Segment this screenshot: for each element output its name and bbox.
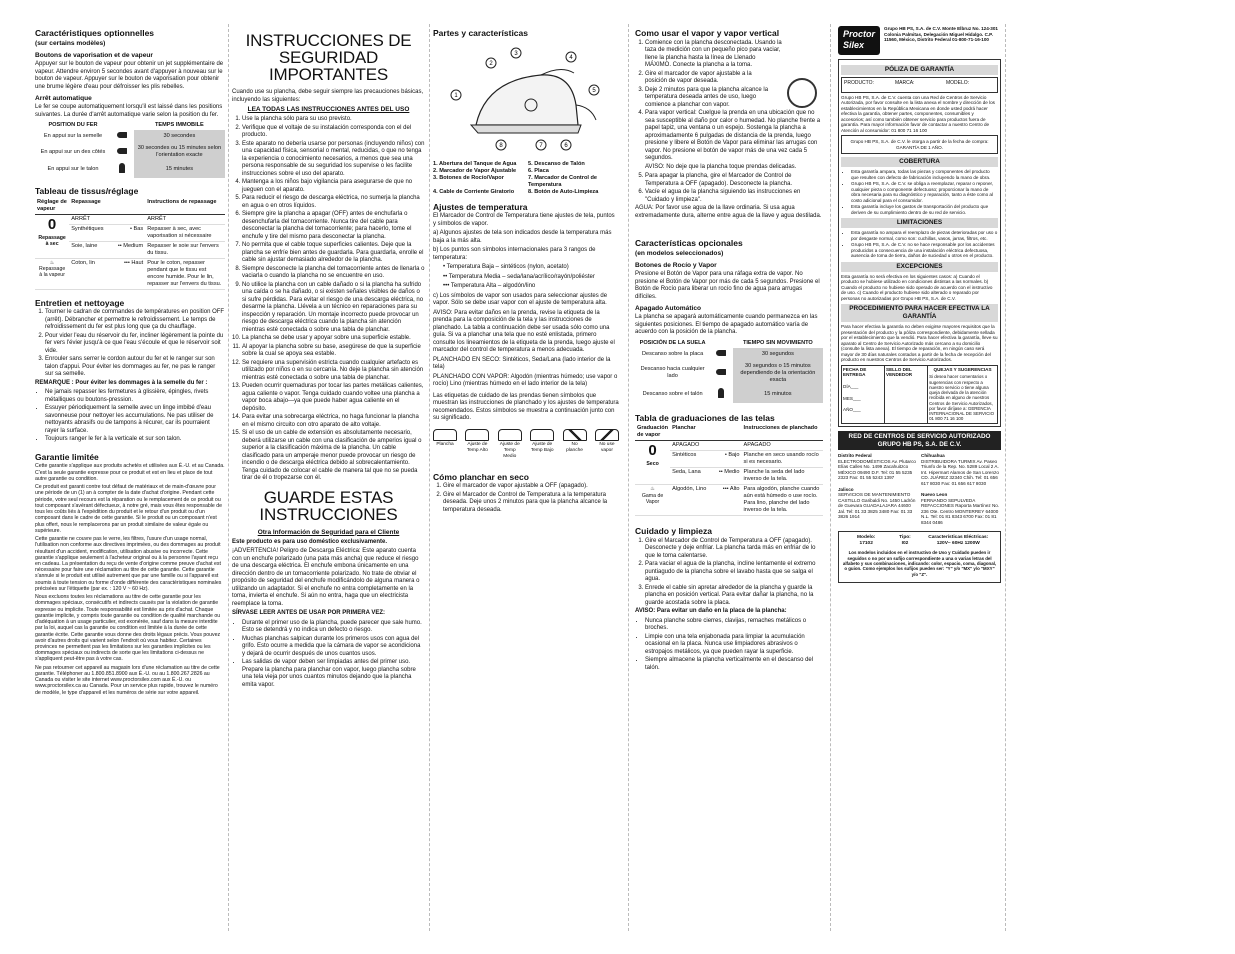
list-item: 15. Si el uso de un cable de extensión es absolutamente necesario, deberá utilizarse un cable con una clasificación de amperios igual o superior a la clasificación máxima de la plancha. Un cable clasificado para un amperaje menor puede provocar un riesgo de incendio o de descarga eléctrica debido al sobrecalentamiento. Tenga cuidado de colocar el cable de manera tal que no se pueda tirar de él o tropezarse con él.: [242, 430, 425, 483]
fabric-table: [35, 198, 225, 290]
iron-side-icon: [117, 148, 127, 154]
limits-title: LIMITACIONES: [841, 218, 998, 228]
safety-intro: Cuando use su plancha, debe seguir siempre las precauciones básicas, incluyendo las siguientes:: [232, 89, 424, 103]
auto-off-table: [35, 121, 225, 178]
callout-label: 1: [454, 92, 458, 99]
fabric-row: Seda, Lana: [672, 469, 701, 476]
list-item: 2. Para vaciar el agua de la plancha, incline lentamente el extremo puntiagudo de la plancha sobre el lavabo hasta que se salga el agua.: [645, 561, 823, 584]
dry-title: Cómo planchar en seco: [433, 471, 529, 482]
list-item: 13. Pueden ocurrir quemaduras por tocar las partes metálicas calientes, agua caliente o vapor. Tenga cuidado cuando voltee una plancha a vapor boca abajo—ya que puede haber agua caliente en el depósito.: [242, 383, 425, 413]
safety-list: [232, 116, 425, 483]
other-title: Otra Información de Seguridad para el Cliente: [257, 528, 400, 536]
column-steam: [635, 26, 823, 931]
steam-line: PLANCHADO CON VAPOR: Algodón (mientras húmedo; use vapor o rocío) Lino (mientras húmedo en el lado interior de la tela): [433, 373, 618, 388]
center-text: FERNANDO SEPULVEDA REFACCIONES Raporta Martínez No. 236 Ote. Centro MONTERREY 64000 N.L. Tel: 01 81 8343 6700 Fax: 01 81 8344 0486: [921, 497, 1000, 525]
temp-row-value: 15 minutes: [134, 161, 225, 178]
before-title: SÍRVASE LEER ANTES DE USAR POR PRIMERA VEZ:: [232, 610, 386, 617]
care-symbols: [433, 429, 619, 460]
center-region: Distrito Federal: [838, 453, 872, 459]
model-label: MODELO:: [946, 79, 970, 86]
opt-title: Características opcionales: [635, 238, 743, 249]
fabric-header: Planchar: [670, 424, 741, 440]
column-safety: [232, 26, 425, 931]
spec-header: Características Eléctricas:: [928, 535, 989, 541]
care-symbol-label: Ajuste de Temp Medio: [499, 441, 520, 459]
fabric-level: ••• Haut: [123, 259, 144, 266]
auto-off-title: Arrêt automatique: [35, 95, 92, 103]
dry-line: PLANCHADO EN SECO: Sintéticos, Seda/Lana (lado interior de la tela): [433, 356, 611, 371]
care-warning: AVISO: Para evitar un daño en la placa de la plancha:: [635, 608, 787, 615]
handle: [541, 69, 574, 75]
proc-text: Para hacer efectiva la garantía no deben exigirse mayores requisitos que la presentación del producto y la póliza correspondiente, debidamente sellada por el establecimiento que la vendió. Para hacer efectiva la garantía, lleve su aparato al Centro de Servicio Autorizado más cercano a su domicilio (consulte la lista anexa). El tiempo de reparación, en ningún caso será mayor de 30 días naturales contados a partir de la fecha de recepción del producto en nuestros Centros de Servicio Autorizados.: [841, 324, 998, 362]
fabric-row: Sintéticos: [672, 452, 697, 459]
center-text: SERVICIOS DE MANTENIMIENTO CASTILLO Garibaldi No. 1450 Ladrón de Guevara GUADALAJARA 44600 Jal. Tel: 01 33 3825 3480 Fax: 01 33 3826 1914: [838, 492, 916, 520]
list-item: • Essuyer périodiquement la semelle avec un linge imbibé d'eau savonneuse pour nettoyer les accumulations. Ne pas utiliser de nettoyants abrasifs ou de tampons à récurer, car ils pourraient rayer la surface.: [45, 405, 225, 435]
auto-text: La plancha se apagará automáticamente cuando permanezca en las siguientes posiciones. El tiempo de apagado automático varía de acuerdo con la posición de la plancha.: [635, 314, 818, 336]
temp-text: c) Los símbolos de vapor son usados para seleccionar ajustes de vapor. Sólo se debe usar vapor con el ajuste de temperatura alta.: [433, 292, 608, 307]
care-list-es: [635, 538, 823, 608]
list-item: • Esta garantía incluye los gastos de transportación del producto que deriven de su cumplimiento dentro de su red de servicio.: [851, 204, 998, 215]
list-item: 1. Tourner le cadran de commandes de températures en position OFF (arrêt). Débrancher et permettre le refroidissement. Le temps de refroidissement du fer est plus long que ça du chauffage.: [45, 309, 225, 332]
fabric-header: Instrucciones de planchado: [742, 424, 823, 440]
before-list: [232, 620, 425, 690]
product-label: PRODUCTO:: [844, 79, 874, 86]
list-item: • Limpie con una tela enjabonada para limpiar la acumulación ocasional en la placa. Nunca use limpiadores abrasivos o estropajos metálicos, ya que pueden rayar la superficie.: [645, 634, 823, 657]
center-region: Chihuahua: [921, 453, 945, 459]
fabric-side-steam: Repassage à la vapeur: [38, 266, 66, 279]
fabric-title: Tableau de tissus/réglage: [35, 186, 139, 197]
callout-label: 7: [539, 142, 543, 149]
care-symbol-label: No use vapor: [599, 441, 615, 453]
care-list: [35, 309, 225, 379]
limits-list: [841, 230, 998, 259]
seal-label: SELLO DEL VENDEDOR: [885, 366, 928, 423]
care-symbol-label: Plancha: [436, 441, 454, 447]
date-label: FECHA DE ENTREGA: [843, 366, 867, 378]
fabric-side-dry: Seco: [646, 461, 659, 468]
brand-logo: Proctor Silex: [838, 26, 880, 55]
list-item: 6. Vacíe el agua de la plancha siguiendo las instrucciones en "Cuidado y limpieza".: [645, 189, 823, 204]
iron-low-icon: [530, 429, 554, 441]
read-all: LEA TODAS LAS INSTRUCCIONES ANTES DEL USO: [247, 106, 410, 113]
iron-medium-icon: [498, 429, 522, 441]
list-item: 12. Se requiere una supervisión estricta cuando cualquier artefacto es utilizado por niños o en su cercanía. No deje la plancha sin atención mientras esté conectada o sobre una tabla de planchar.: [242, 360, 425, 383]
list-item: 9. No utilice la plancha con un cable dañado o si la plancha ha sufrido una caída o se ha dañado, o si existen señales visibles de daños o si sufre pérdidas. Para evitar el riesgo de una descarga eléctrica, no desarme la plancha. Llévela a un técnico en reparaciones para su inspección y reparación. Un montaje incorrecto puede provocar un riesgo de descarga eléctrica cuando la plancha sin atención mientras esté conectada o sobre una tabla de planchar.: [242, 282, 425, 335]
column-warranty-mx: [838, 26, 1001, 931]
cord: [576, 105, 596, 120]
part-item: 4. Cable de Corriente Giratorio: [433, 188, 515, 195]
list-item: 5. Para reducir el riesgo de descarga eléctrica, no sumerja la plancha en agua o en otros líquidos.: [242, 195, 425, 210]
iron-high-icon: [465, 429, 489, 441]
temp-row-label: Descanso sobre la placa: [641, 350, 704, 357]
fabric-level: ••• Alto: [722, 486, 740, 493]
fabric-header: Repassage: [69, 198, 145, 214]
proc-title: PROCEDIMIENTO PARA HACER EFECTIVA LA GARANTÍA: [841, 304, 998, 322]
fabric-header: Instructions de repassage: [145, 198, 225, 214]
list-item: • Grupo HB PS, S.A. de C.V. se obliga a reemplazar, reparar o reponer, cualquier pieza o componente defectuoso; proporcionar la mano de obra necesaria para su diagnóstico y reparación, tanto a éste como al costo adicional para el consumidor.: [851, 181, 998, 203]
dia-field: DÍA___: [843, 383, 859, 389]
off-zero-icon: 0: [648, 442, 657, 460]
fabric-instr: Repasser à sec, avec vaporisation si nécessaire: [145, 224, 225, 241]
steam-list-2: [635, 173, 823, 204]
temp-text: • Temperatura Baja – sintéticos (nylon, acetato): [443, 264, 569, 271]
part-item: 6. Placa: [528, 167, 549, 174]
list-item: 6. Siempre gire la plancha a apagar (OFF) antes de enchufarla o desenchufarla del tomacorriente. Nunca tire del cable para desconectar la plancha del tomacorriente; para hacerlo, tome el enchufe y tire del mismo para desconectar la plancha.: [242, 211, 425, 241]
list-item: 14. Para evitar una sobrecarga eléctrica, no haga funcionar la plancha en el mismo circuito con otro aparato de alto voltaje.: [242, 414, 425, 429]
list-item: 2. Verifique que el voltaje de su instalación corresponda con el del producto.: [242, 125, 425, 140]
part-item: 1. Abertura del Tanque de Agua: [433, 160, 517, 167]
list-item: 8. Siempre desconecte la plancha del tomacorriente antes de llenarla o vaciarla o cuando la plancha no se encuentre en uso.: [242, 266, 425, 281]
list-item: 1. Gire el Marcador de Control de Temperatura a OFF (apagado). Desconecte y deje enfriar. La plancha tarda más en enfriar de lo que le toma calentarse.: [645, 538, 823, 561]
features-title: Caractéristiques optionnelles: [35, 28, 155, 38]
fabric-side-dry: Repassage à sec: [38, 234, 66, 247]
temp-text: El Marcador de Control de Temperatura tiene ajustes de tela, puntos y símbolos de vapor.: [433, 213, 615, 227]
temp-row-value: 30 secondes ou 15 minutes selon l'orientation exacte: [134, 143, 225, 161]
other-subtitle: Este producto es para uso doméstico exclusivamente.: [232, 538, 388, 545]
list-item: 7. No permita que el cable toque superficies calientes. Deje que la plancha se enfríe bien antes de guardarla. Para guardarla, enrolle el cable sin ajustar demasiado alrededor de la plancha.: [242, 242, 425, 265]
auto-off-table-es: [635, 339, 823, 403]
fabric-instr: APAGADO: [742, 441, 823, 451]
part-item: 7. Marcador de Control de Temperatura: [528, 174, 598, 188]
off-zero-icon: 0: [47, 215, 57, 233]
coverage-title: COBERTURA: [841, 157, 998, 167]
parts-list: [433, 161, 619, 196]
complaints-label: QUEJAS Y SUGERENCIAS: [933, 366, 992, 372]
care-title: Entretien et nettoyage: [35, 297, 125, 308]
fabric-instr: Planche la seda del lado inverso de la tela.: [742, 468, 823, 485]
iron-symbol-icon: [433, 429, 457, 441]
spray-title: Botones de Rocío y Vapor: [635, 261, 717, 269]
list-item: 3. Deje 2 minutos para que la plancha alcance la temperatura deseada antes de uso, luego comience a planchar con vapor.: [645, 87, 823, 110]
auto-off-text: Le fer se coupe automatiquement lorsqu'il est laissé dans les positions suivantes. La durée d'arrêt automatique varie selon la position du fer.: [35, 104, 223, 118]
fabric-level: • Bajo: [724, 452, 740, 459]
parts-title: Partes y características: [433, 28, 528, 38]
temp-header-left: POSICIÓN DE LA SUELA: [639, 339, 706, 346]
care-bullets: [35, 389, 225, 444]
fabric-instr: Planche en seco usando rocío si es necesario.: [742, 451, 823, 468]
temp-row-label: En appui sur un des côtés: [40, 148, 106, 155]
fabric-instr: ARRÊT: [145, 214, 225, 224]
brand-label: MARCA:: [895, 79, 915, 86]
dry-list: [433, 483, 619, 514]
fabric-row: ARRÊT: [69, 214, 145, 224]
except-text: Esta garantía no será efectiva en los siguientes casos: a) Cuando el producto se hubiese utilizado en condiciones distintas a las normales. b) Cuando el producto no hubiese sido operado de acuerdo con el instructivo de uso. c) Cuando el producto hubiese sido alterado o reparado por personas no autorizadas por Grupo HB PS, S.A. de C.V.: [841, 273, 993, 301]
fabric-table-es: [635, 424, 823, 516]
temp-warning: AVISO: Para evitar daños en la prenda, revise la etiqueta de la prenda para la composición de la tela y las instrucciones de planchado. La tabla a continuación debe ser usada sólo como una guía. Si va a planchar una tela que no esté enlistada, primero consulte los lineamientos de la etiqueta de la prenda, luego ajuste el marcador del control de temperatura a menos adecuada.: [433, 309, 615, 354]
temp-text: a) Algunos ajustes de tela son indicados desde la temperatura más baja a la más alta.: [433, 230, 612, 244]
fabric-instr: Repasser le soie sur l'envers du tissu.: [145, 241, 225, 258]
except-title: EXCEPCIONES: [841, 262, 998, 272]
list-item: • Muchas planchas salpican durante los primeros usos con agua del grifo. Esto ocurre a medida que la cámara de vapor se acondiciona y dejará de ocurrir después de unos cuantos usos.: [242, 636, 425, 659]
list-item: 1. Gire el marcador de vapor ajustable a OFF (apagado).: [443, 483, 619, 491]
list-item: 2. Pour vider l'eau du réservoir du fer, incliner légèrement la pointe du fer vers l'évier jusqu'à ce que l'eau s'écoule et que le réservoir soit vide.: [45, 333, 225, 356]
steam-icon: ♨: [49, 259, 55, 266]
temp-row-value: 15 minutos: [733, 386, 823, 403]
warranty-text: Nous excluons toutes les réclamations au titre de cette garantie pour les dommages spéciaux, consécutifs et indirects causés par la violation de garantie expresse ou implicite. Toute responsabilité est limitée au prix d'achat. Chaque garantie implicite, y compris toute garantie ou condition de qualité marchande ou d'adéquation à un usage particulier, est exonérée, sauf dans la mesure interdite par la loi, auquel cas la garantie ou condition est limitée à la durée de cette garantie écrite. Cette garantie vous donne des droits légaux précis. Vous pouvez avoir d'autres droits qui varient selon l'endroit où vous habitez. Certaines provinces ne permettent pas les limitations sur les garanties implicites ou les dommages spéciaux ou indirects de sorte que les limitations ci-dessus ne s'appliquent peut-être pas à votre cas.: [35, 594, 221, 663]
service-centers: [838, 453, 1001, 525]
fabric-header: Réglage de vapeur: [35, 198, 69, 214]
burst-text: Appuyer sur le bouton de vapeur pour obtenir un jet supplémentaire de vapeur. Attendre environ 5 secondes avant d'appuyer à nouveau sur le bouton de vapeur. Appuyer sur le bouton de vaporisation pour obtenir une brume légère d'eau pour défroisser les plis rebelles.: [35, 61, 224, 90]
center-text: ELECTRODOMÉSTICOS Av. Plutarco Elías Calles No. 1499 Zacahuitzco MÉXICO 09490 D.F. Tel: 01 55 5235 2323 Fax: 01 55 5243 1397: [838, 458, 916, 481]
iron-heel-icon: [119, 163, 125, 173]
mes-field: MES___: [843, 395, 861, 401]
list-item: • Toujours ranger le fer à la verticale et sur son talon.: [45, 436, 225, 444]
temp-text: ••• Temperatura Alta – algodón/lino: [443, 283, 536, 290]
temp-header-right: TEMPS IMMOBILE: [155, 122, 204, 129]
care-bullets-es: [635, 618, 823, 673]
save-title: GUARDE ESTAS INSTRUCCIONES: [259, 487, 398, 524]
temp-header-right: TIEMPO SIN MOVIMIENTO: [742, 339, 813, 346]
temp-title: Ajustes de temperatura: [433, 201, 528, 212]
burst-title: Boutons de vaporisation et de vapeur: [35, 51, 153, 59]
column-french: [35, 26, 225, 931]
policy-text: Grupo HB PS, S.A. de C.V. cuenta con una Red de Centros de Servicio Autorizada, por favor consulte en la lista anexa el nombre y dirección de los establecimientos en la República Mexicana en donde usted podrá hacer efectiva la garantía, obtener partes, componentes, consumibles y accesorios; así como también obtener servicio para productos fuera de garantía. Para mayor información favor de contactar a nuestro Centro de Atención al consumidor: 01 800 71 16 100: [841, 94, 995, 133]
part-item: 5. Descanso de Talón: [528, 160, 585, 167]
list-item: 3. Este aparato no debería usarse por personas (incluyendo niños) con una capacidad física, sensorial o mental, reducidas, o que no tenga la experiencia o conocimiento necesarios, a menos que sea una persona responsable de su seguridad los supervise o les facilite instrucciones sobre el uso del aparato.: [242, 141, 425, 179]
care-symbol-label: No planche: [566, 441, 583, 453]
temp-row-label: Descanso hacia cualquier lado: [640, 366, 705, 380]
part-item: 2. Marcador de Vapor Ajustable: [433, 167, 517, 174]
spec-header: Modelo:: [857, 535, 876, 541]
ano-field: AÑO___: [843, 407, 861, 413]
fabric-row: Soie, laine: [71, 242, 98, 249]
warranty-box: [838, 59, 1001, 427]
warranty-text: Cette garantie s'applique aux produits achetés et utilisées aux É.-U. et au Canada. C'est la seule garantie expresse pour ce produit et est en lieu et place de tout autre garantie ou condition.: [35, 463, 225, 482]
care-symbol-label: Ajuste de Temp Alto: [466, 441, 488, 453]
temp-row-value: 30 secondes: [134, 130, 225, 143]
fabric-level: •• Medio: [718, 469, 740, 476]
list-item: 11. Al apoyar la plancha sobre su base, asegúrese de que la superficie sobre la cual se apoya sea estable.: [242, 344, 425, 359]
list-item: 1. Comience con la plancha desconectada. Usando la taza de medición con un pequeño pico para vaciar, llene la plancha hasta la línea de Llenado MÁXIMO. Conecte la plancha a la toma.: [645, 40, 823, 70]
fabric-title-es: Tabla de graduaciones de las telas: [635, 412, 775, 423]
policy-title: PÓLIZA DE GARANTÍA: [841, 65, 998, 75]
fabric-row: Coton, lin: [71, 259, 95, 266]
care-symbol-label: Ajuste de Temp Bajo: [530, 441, 554, 453]
list-item: 5. Para apagar la plancha, gire el Marcador de Control de Temperatura a OFF (apagado). Desconecte la plancha.: [645, 173, 823, 188]
list-item: 2. Gire el marcador de vapor ajustable a la posición de vapor deseada.: [645, 71, 823, 86]
list-item: 4. Para vapor vertical: Cuelgue la prenda en una ubicación que no sea susceptible al daño por calor o humedad. No planche frente a papel tapiz, una ventana o un espejo. Sostenga la plancha a aproximadamente 6 pulgadas de distancia de la prenda, luego presione y libere el Botón de Vapor para eliminar las arrugas con vapor. No presione el botón de vapor más de una vez cada 5 segundos.: [645, 110, 823, 163]
fabric-row: Algodón, Lino: [672, 486, 707, 493]
fabric-level: •• Medium: [117, 242, 144, 249]
auto-title: Apagado Automático: [635, 305, 702, 313]
list-item: • Nunca planche sobre cierres, clavijas, remaches metálicos o broches.: [645, 618, 823, 633]
list-item: • Siempre almacene la plancha verticalmente en el descanso del talón.: [645, 657, 823, 672]
spec-header: Tipo:: [899, 535, 911, 541]
callout-label: 4: [569, 54, 573, 61]
warranty-text: Ne pas retourner cet appareil au magasin lors d'une réclamation au titre de cette garantie. Téléphoner au 1.800.851.8900 aux É.-U. ou au 1.800.267.2826 au Canada ou visiter le site internet www.proctorsilex.com aux É.-U. ou www.proctorsilex.ca au Canada. Pour un service plus rapide, trouvez le numéro de modèle, le type d'appareil et les numéros de série sur votre appareil.: [35, 664, 220, 696]
callout-label: 6: [564, 142, 568, 149]
list-item: 3. Enrede el cable sin apretar alrededor de la plancha y guarde la plancha en posición vertical. Para evitar dañar la plancha, no la guarde acostada sobre la placa.: [645, 585, 823, 608]
fabric-instr: Pour le coton, repasser pendant que le tissu est encore humide. Pour le lin, repasser sur l'envers du tissu.: [145, 258, 225, 289]
no-iron-icon: [563, 429, 587, 441]
fabric-row: Synthétiques: [71, 225, 104, 232]
list-item: 10. La plancha se debe usar y apoyar sobre una superficie estable.: [242, 335, 425, 343]
temp-text: b) Los puntos son símbolos internacionales para 3 rangos de temperatura:: [433, 247, 596, 261]
water-note: AGUA: Por favor use agua de la llave ordinaria. Si usa agua extremadamente dura, alterne entre agua de la llave y agua destilada.: [635, 205, 822, 219]
center-region: Jalisco: [838, 486, 854, 492]
fabric-header: Graduación de vapor: [635, 424, 670, 440]
warranty-title: Garantie limitée: [35, 451, 99, 462]
list-item: • Esta garantía ampara, todas las piezas y componentes del producto que resulten con defecto de fabricación incluyendo la mano de obra.: [851, 169, 998, 180]
spec-note: Los modelos incluidos en el instructivo de Uso y Cuidado pueden ir seguidos o no por un sufijo correspondiente a una o varias letras del alfabeto y sus combinaciones, indicando: color, espacio, coma, diagonal, o guion. Como ejemplos los sufijos pueden ser: "Y" y/o "MX" y/o "MXY" y/o "Z".: [842, 550, 997, 577]
fabric-level: • Bas: [130, 225, 144, 232]
fabric-row: APAGADO: [670, 441, 741, 451]
temp-row-label: En appui sur le talon: [47, 166, 99, 173]
steam-warning: AVISO: No deje que la plancha toque prendas delicadas.: [645, 163, 797, 170]
iron-flat-icon: [716, 350, 726, 356]
part-item: 8. Botón de Auto-Limpieza: [528, 188, 599, 195]
spec-box: [838, 531, 1001, 582]
safety-title: INSTRUCCIONES DE SEGURIDAD IMPORTANTES: [245, 31, 412, 84]
list-item: 2. Gire el Marcador de Control de Temperatura a la temperatura deseada. Deje unos 2 minutos para que la plancha alcance la temperatura deseada.: [443, 492, 619, 515]
features-subtitle: (sur certains modèles): [35, 39, 106, 47]
center-region: Nuevo Leon: [921, 492, 948, 498]
iron-flat-icon: [117, 132, 127, 138]
list-item: • Esta garantía no ampara el reemplazo de piezas deterioradas por uso o por desgaste normal, como son: cuchillas, vasos, jarras, filtros, etc.: [851, 230, 998, 241]
callout-label: 5: [592, 87, 596, 94]
steam-dial-icon: [787, 78, 817, 108]
list-item: 1. Use la plancha sólo para su uso previsto.: [242, 116, 425, 124]
center-text: DISTRIBUIDORA TURMIX Av. Paseo Triunfo de la Rep. No. 5289 Local 2 A. Int. Hipermart Alamos de San Lorenzo CD. JUÁREZ 32340 Chih. Tel: 01 656 617 8030 Fax: 01 656 617 8030: [921, 458, 999, 486]
complaints-text: Si desea hacer comentarios o sugerencias con respecto a nuestro servicio o tiene alguna queja derivada de la atención recibida en alguno de nuestros Centros de Servicio Autorizados, por favor diríjase a: GERENCIA INTERNACIONAL DE SERVICIO 01 800 71 16 100: [929, 374, 995, 422]
part-item: 3. Botones de Rocío/Vapor: [433, 174, 504, 181]
fabric-side-steam: Gama de Vapor: [641, 492, 664, 505]
labels-text: Las etiquetas de cuidado de las prendas tienen símbolos que muestran las instrucciones de planchado y los ajustes de temperatura recomendados. Estos símbolos se muestra a continuación junto con su significado.: [433, 392, 619, 422]
iron-diagram: [446, 45, 606, 155]
company-address: Grupo HB PS, S.A. de C.V. Monte Elbruz No. 124-301 Colonia Palmitas, Delegación Miguel Hidalgo. C.P. 11560, México, Distrito Federal 01-800-71-16-100: [884, 26, 998, 42]
temp-row-label: Descanso sobre el talón: [642, 390, 703, 397]
iron-heel-icon: [718, 388, 724, 398]
spec-value: 17102: [859, 541, 873, 547]
temp-row-value: 30 segundos: [733, 348, 823, 361]
care-title-es: Cuidado y limpieza: [635, 526, 712, 537]
iron-side-icon: [716, 369, 726, 375]
column-parts: [433, 26, 619, 931]
steam-icon: ♨: [650, 486, 655, 493]
warranty-text: Cette garantie ne couvre pas le verre, les filtres, l'usure d'un usage normal, l'utilisation non conforme aux directives imprimées, ou des dommages au produit résultant d'un accident, modification, utilisation abusive ou incorrecte. Cette garantie s'applique seulement à l'acheteur original ou à la personne l'ayant reçu en cadeau. La présentation du reçu de vente d'origine comme preuve d'achat est nécessaire pour faire une réclamation au titre de cette garantie. Cette garantie s'annule si le produit est utilisé autrement que par une famille ou si l'appareil est soumis à toute tension ou forme d'onde différente des caractéristiques nominales précisées sur l'étiquette (par ex. : 120 V ~ 60 Hz).: [35, 536, 222, 592]
temp-text: •• Temperatura Media – seda/lana/acrílico/rayón/poliéster: [443, 273, 595, 280]
soleplate: [471, 125, 581, 133]
spec-value: I02: [901, 541, 909, 547]
spec-value: 120V~ 60Hz 1200W: [936, 541, 980, 547]
temp-header-left: POSITION DU FER: [48, 122, 98, 129]
list-item: • Ne jamais repasser les fermetures à glissière, épingles, rivets métalliques ou boutons-pression.: [45, 389, 225, 404]
callout-label: 2: [489, 60, 493, 67]
coverage-list: [841, 169, 998, 215]
fabric-instr: Para algodón, planche cuando aún está húmedo o use rocío. Para lino, planche del lado inverso de la tela.: [742, 485, 823, 516]
network-title: RED DE CENTROS DE SERVICIO AUTORIZADO GRUPO HB PS, S.A. DE C.V.: [838, 431, 1001, 451]
no-steam-icon: [595, 429, 619, 441]
list-item: • Durante el primer uso de la plancha, puede parecer que sale humo. Esto se detendrá y no indica un defecto o riesgo.: [242, 620, 425, 635]
list-item: • Grupo HB PS, S.A. de C.V. no se hace responsable por los accidentes producidos a consecuencia de una instalación eléctrica defectuosa, ausencia de toma de tierra, daños de suciedad u otros en el producto.: [851, 242, 998, 259]
grant-text: Grupo HB PS, S.A. de C.V. le otorga a partir de la fecha de compra: GARANTÍA DE 1 AÑO.: [841, 135, 998, 154]
callout-label: 3: [514, 50, 518, 57]
list-item: • Las salidas de vapor deben ser limpiadas antes del primer uso. Prepare la plancha para planchar con vapor, luego plancha sobre una tela vieja por unos cuantos minutos dejando que la plancha emita vapor.: [242, 659, 425, 689]
spray-text: Presione el Botón de Vapor para una ráfaga extra de vapor. No presione el Botón de Vapor por más de cada 5 segundos. Presione el Botón de Rocío para liberar un rocío fino de agua para arrugas difíciles.: [635, 271, 820, 300]
steam-title: Como usar el vapor y vapor vertical: [635, 28, 780, 38]
callout-label: 8: [499, 142, 503, 149]
opt-subtitle: (en modelos seleccionados): [635, 249, 724, 257]
other-text: ¡ADVERTENCIA! Peligro de Descarga Eléctrica: Este aparato cuenta con un enchufe polarizado (una pata más ancha) que reduce el riesgo de una descarga eléctrica. El enchufe embona únicamente en una dirección dentro de un tomacorriente polarizado. No trate de obviar el propósito de seguridad del enchufe modificándolo de alguna manera o utilizando un adaptador. Si el enchufe no entra completamente en la toma, invierta el enchufe. Si aún no entra, haga que un electricista reemplace la toma.: [232, 548, 420, 607]
list-item: 4. Mantenga a los niños bajo vigilancia para asegurarse de que no jueguen con el aparato.: [242, 179, 425, 194]
care-remark: REMARQUE : Pour éviter les dommages à la semelle du fer :: [35, 379, 208, 386]
temp-row-label: En appui sur la semelle: [43, 133, 103, 140]
temp-row-value: 30 segundos o 15 minutos dependiendo de la orientación exacta: [733, 361, 823, 386]
list-item: 3. Enrouler sans serrer le cordon autour du fer et le ranger sur son talon d'appui. Pour éviter les dommages au fer, ne pas le ranger sur sa semelle.: [45, 356, 225, 379]
warranty-text: Ce produit est garanti contre tout défaut de matériaux et de main-d'œuvre pour une période de un (1) an à compter de la date d'achat d'origine. Pendant cette période, votre seul recours est la réparation ou le remplacement de ce produit ou tout composant s'avérant défectueux, à notre gré, mais vous êtes responsable de tous les coûts liés à l'expédition du produit et le retour d'un produit ou d'un composant dans le cadre de cette garantie. Si le produit ou un composant n'est plus offert, nous le remplacerons par un produit similaire de valeur égale ou supérieure.: [35, 484, 222, 534]
